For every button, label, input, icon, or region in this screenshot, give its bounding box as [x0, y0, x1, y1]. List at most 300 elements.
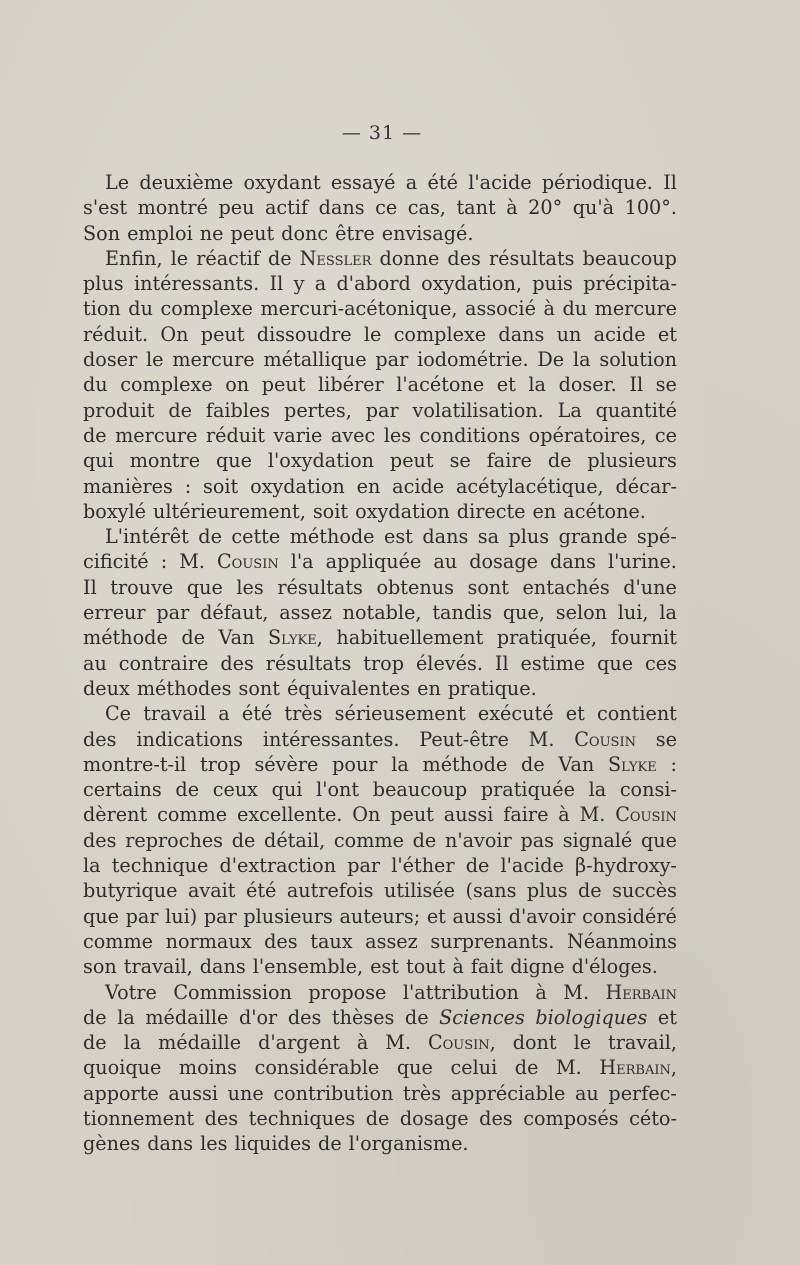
word: Cousin, [427, 1031, 496, 1055]
word: oxydation [250, 474, 345, 498]
word: être [335, 221, 375, 245]
word: des [204, 1106, 239, 1130]
word: par [203, 904, 237, 928]
word: entachés [522, 575, 610, 599]
word: Il [494, 651, 509, 675]
word: été [427, 171, 458, 194]
text-line [83, 904, 677, 929]
word: selon [555, 601, 608, 625]
word: Van [218, 626, 255, 650]
word: Néanmoins [566, 929, 677, 953]
word: cas, [407, 196, 446, 220]
text-line [83, 524, 677, 549]
word: moins [178, 1056, 238, 1080]
word: du [128, 297, 153, 321]
word: a [405, 171, 418, 194]
word: à [452, 955, 464, 979]
word: sont [238, 676, 280, 700]
word: aussi [452, 904, 503, 928]
word: oxydant [243, 171, 321, 194]
word: avec [330, 423, 376, 447]
word: à [558, 803, 570, 827]
word: fait [470, 955, 504, 979]
word: ne [199, 221, 224, 245]
word: que [640, 828, 677, 852]
word: de [83, 1005, 107, 1029]
text-line [83, 296, 677, 321]
paragraph [83, 524, 677, 701]
word: l'attribution [402, 980, 519, 1004]
word: d'extraction [219, 854, 337, 878]
word: soit [202, 474, 239, 498]
word: a [218, 702, 230, 726]
word: libérer [318, 373, 384, 397]
word: acide [593, 322, 646, 346]
word: que [396, 1056, 433, 1080]
text-line [83, 347, 677, 372]
word: médaille [158, 1031, 242, 1055]
word: la [391, 752, 409, 776]
text-line [83, 878, 677, 903]
word: détail, [264, 828, 326, 852]
word: et [426, 904, 446, 928]
word: de [412, 828, 437, 852]
text-line [83, 828, 677, 853]
word: contribution [273, 1081, 394, 1105]
word: résultats [277, 575, 363, 599]
word: de [83, 423, 107, 447]
word: beaucoup [372, 778, 468, 802]
word: faire [503, 803, 549, 827]
text-line [83, 1030, 677, 1055]
word: de [578, 879, 602, 903]
word: Il [269, 272, 284, 296]
word: composés [523, 1106, 619, 1130]
word: appliquée [325, 550, 422, 574]
text-line [83, 499, 677, 524]
word: fournit [610, 626, 677, 650]
word: très [403, 1081, 442, 1105]
word: ce [375, 196, 398, 220]
word: réactif [196, 246, 260, 270]
word: comme [333, 828, 404, 852]
word: travail, [123, 955, 193, 979]
word: Nessler [299, 246, 372, 270]
word: beaucoup [582, 246, 677, 270]
word: la [83, 854, 101, 878]
word: pratiquée [480, 778, 575, 802]
word: gènes [83, 1132, 141, 1156]
word: et [496, 373, 516, 397]
word: de [83, 1031, 107, 1055]
word: ce [654, 423, 677, 447]
word: Peut-être [419, 727, 509, 751]
word: dosage [469, 550, 538, 574]
word: produit [83, 398, 155, 422]
word: actif [264, 196, 309, 220]
word: l'acide [468, 171, 532, 194]
text-line [83, 600, 677, 625]
word: autrefois [286, 879, 374, 903]
word: plusieurs [587, 449, 677, 473]
word: céto- [629, 1106, 677, 1130]
word: à [356, 1031, 369, 1055]
word: ces [645, 651, 677, 675]
text-line [83, 549, 677, 574]
word: de [318, 1132, 342, 1156]
word: doser. [558, 373, 617, 397]
word: volatilisation. [412, 398, 544, 422]
word: qui [83, 449, 114, 473]
word: oxydation, [421, 272, 522, 296]
word: de [547, 449, 572, 473]
word: considérable [254, 1056, 380, 1080]
word: les [383, 423, 412, 447]
word: s'est [83, 196, 128, 220]
word: en [532, 499, 557, 523]
word: l'a [290, 550, 314, 574]
word: Van [558, 752, 595, 776]
word: que [215, 449, 252, 473]
word: y [293, 272, 305, 296]
word: trop [200, 752, 241, 776]
word: sa [477, 525, 500, 549]
word: β-hydroxy- [574, 854, 677, 878]
word: Commission [173, 980, 292, 1004]
word: dans [422, 525, 469, 549]
word: peut [261, 373, 306, 397]
word: de [514, 1056, 539, 1080]
text-line [83, 929, 677, 954]
word: Il [663, 171, 677, 194]
word: contraire [118, 651, 209, 675]
word: le [170, 246, 189, 270]
word: l'oxydation [267, 449, 374, 473]
word: dèrent [83, 803, 148, 827]
word: l'acide [500, 854, 564, 878]
word: l'organisme. [348, 1132, 469, 1156]
word: intéressants. [133, 272, 260, 296]
word: dans [318, 196, 365, 220]
word: a [314, 272, 327, 296]
text-line [83, 398, 677, 423]
word: emploi [127, 221, 193, 245]
text-line [83, 802, 677, 827]
word: très [284, 702, 323, 726]
paragraph [83, 980, 677, 1157]
text-line [83, 195, 677, 220]
text-line [83, 221, 677, 246]
word: associé [465, 297, 536, 321]
word: directe [456, 499, 526, 523]
text-line [83, 954, 677, 979]
word: Il [83, 575, 97, 599]
word: réduit. [83, 322, 149, 346]
word: se [449, 449, 471, 473]
word: les [200, 1132, 228, 1156]
word: été [245, 879, 277, 903]
word: médaille [145, 1005, 229, 1029]
word: au [574, 1081, 599, 1105]
word: peu [218, 196, 255, 220]
word: M. [563, 980, 590, 1004]
word: deux [83, 676, 130, 700]
word: à [535, 980, 547, 1004]
word: de [365, 1106, 390, 1130]
text-line [83, 625, 677, 650]
word: la [659, 601, 677, 625]
paragraph [83, 701, 677, 979]
word: son [83, 955, 117, 979]
word: tionnement [83, 1106, 195, 1130]
word: : [160, 550, 168, 574]
word: de [175, 778, 200, 802]
word: Le [105, 171, 130, 194]
text-line [83, 423, 677, 448]
word: complexe [393, 322, 487, 346]
word: notable, [342, 601, 422, 625]
word: signalé [562, 828, 633, 852]
word: assez [365, 929, 418, 953]
word: celui [450, 1056, 498, 1080]
word: du [562, 297, 588, 321]
word: cificité [83, 550, 149, 574]
word: butyrique [83, 879, 178, 903]
word: la [123, 1031, 142, 1055]
word: Cousin [615, 803, 677, 827]
text-line [83, 372, 677, 397]
word: et [565, 702, 585, 726]
word: pratiquée, [496, 626, 598, 650]
word: acétone. [563, 499, 646, 523]
word: méthode [289, 525, 375, 549]
word: M. [556, 1056, 582, 1080]
word: pas [520, 828, 555, 852]
word: l'ensemble, [252, 955, 364, 979]
word: L'intérêt [105, 525, 189, 549]
word: taux [310, 929, 353, 953]
word: en [417, 676, 441, 700]
word: iodométrie. [417, 348, 529, 372]
word: certains [83, 778, 162, 802]
word: tant [456, 196, 496, 220]
word: montré [137, 196, 208, 220]
word: faire [486, 449, 532, 473]
word: sévère [254, 752, 319, 776]
word: par [365, 398, 399, 422]
word: un [556, 322, 582, 346]
word: la [117, 1005, 135, 1029]
text-line [83, 727, 677, 752]
text-line [83, 676, 677, 701]
word: : [184, 474, 192, 498]
word: mercuri-acétonique, [260, 297, 458, 321]
word: comme [83, 929, 154, 953]
word: à [506, 196, 518, 220]
text-line [83, 271, 677, 296]
word: peut [389, 449, 434, 473]
word: du [83, 373, 108, 397]
word: Cousin [217, 550, 279, 574]
word: d'une [623, 575, 677, 599]
word: d'avoir [508, 904, 576, 928]
word: Slyke, [268, 626, 323, 650]
word: erreur [83, 601, 146, 625]
word: se [655, 373, 677, 397]
word: qui [271, 778, 303, 802]
word: donne [379, 246, 440, 270]
word: acétylacétique, [455, 474, 604, 498]
word: on [225, 373, 250, 397]
word: précipita- [583, 272, 677, 296]
word: Il [629, 373, 644, 397]
word: par [375, 348, 409, 372]
word: solution [599, 348, 677, 372]
word: une [227, 1081, 264, 1105]
word: apporte [83, 1081, 159, 1105]
word: Herbain [605, 980, 677, 1004]
word: résultats [265, 651, 352, 675]
word: assez [279, 601, 332, 625]
word: que [597, 651, 634, 675]
word: défaut, [200, 601, 269, 625]
text-line [83, 448, 677, 473]
word: des [287, 1005, 322, 1029]
word: comme [157, 803, 228, 827]
word: cette [231, 525, 281, 549]
word: utilisée [383, 879, 456, 903]
word: varie [273, 423, 323, 447]
word: méthode [83, 626, 168, 650]
word: La [557, 398, 582, 422]
word: au [433, 550, 458, 574]
word: excellente. [236, 803, 343, 827]
word: obtenus [376, 575, 454, 599]
word: peut [390, 803, 434, 827]
word: faibles [205, 398, 271, 422]
word: manières [83, 474, 173, 498]
word: doser [83, 348, 138, 372]
word: M. [385, 1031, 412, 1055]
word: travail [143, 702, 207, 726]
word: perfec- [608, 1081, 677, 1105]
word: mercure [172, 348, 255, 372]
word: l'acétone [396, 373, 485, 397]
word: thèses [331, 1005, 395, 1029]
word: d'argent [258, 1031, 340, 1055]
word: M. [528, 727, 555, 751]
word: 20° [528, 196, 563, 220]
word: envisagé. [381, 221, 474, 245]
word: et [657, 322, 677, 346]
word: de [168, 398, 192, 422]
word: peut [200, 322, 245, 346]
word: aussi [443, 803, 494, 827]
word: M. [579, 803, 606, 827]
word: On [352, 803, 381, 827]
word: métallique [263, 348, 367, 372]
page-number: — 31 — [341, 122, 423, 144]
word: complexe [120, 373, 213, 397]
word: de [404, 1005, 429, 1029]
word: boxylé [83, 499, 146, 523]
word: et [657, 1005, 677, 1029]
word: pour [332, 752, 378, 776]
word: de [181, 626, 205, 650]
word: réduit [205, 423, 265, 447]
word: habituellement [336, 626, 484, 650]
word: les [236, 575, 264, 599]
word: De [537, 348, 565, 372]
text-line [83, 1081, 677, 1106]
word: d'abord [336, 272, 411, 296]
word: spé- [636, 525, 677, 549]
word: techniques [248, 1106, 356, 1130]
word: lui) [165, 904, 198, 928]
word: de [465, 854, 490, 878]
word: résultats [488, 246, 575, 270]
word: plusieurs [243, 904, 333, 928]
word: sérieusement [334, 702, 466, 726]
text-line [83, 980, 677, 1005]
word: tion [83, 297, 121, 321]
word: dans [147, 1132, 194, 1156]
text-line [83, 1131, 677, 1156]
word: surprenants. [430, 929, 555, 953]
word: méthode [422, 752, 508, 776]
word: consi- [619, 778, 677, 802]
word: qu'à [572, 196, 615, 220]
word: des [264, 929, 298, 953]
word: plus [83, 272, 124, 296]
word: quantité [595, 398, 677, 422]
word: le [573, 1031, 592, 1055]
word: acide [392, 474, 445, 498]
word: élevés. [415, 651, 483, 675]
word: conditions [419, 423, 521, 447]
word: soit [312, 499, 349, 523]
word: M. [179, 550, 205, 574]
word: de [231, 828, 256, 852]
word: liquides [234, 1132, 312, 1156]
word: intéressantes. [262, 727, 400, 751]
word: reproches [125, 828, 224, 852]
word: : [670, 752, 677, 776]
word: se [655, 727, 677, 751]
word: que [83, 904, 119, 928]
word: été [241, 702, 273, 726]
word: l'ont [316, 778, 360, 802]
word: de [198, 525, 222, 549]
text-line [83, 575, 677, 600]
word: propose [308, 980, 387, 1004]
word: Enfin, [105, 246, 163, 270]
word: On [160, 322, 189, 346]
word: dissoudre [256, 322, 352, 346]
word: à [543, 297, 555, 321]
word: montre [129, 449, 201, 473]
word: quoique [83, 1056, 162, 1080]
text-line [83, 474, 677, 499]
word: trop [363, 651, 405, 675]
word: Son [83, 221, 121, 245]
word: indications [136, 727, 244, 751]
word: périodique. [541, 171, 653, 194]
word: en [356, 474, 381, 498]
word: la [572, 348, 591, 372]
word: dans [498, 322, 545, 346]
text-line [83, 1055, 677, 1080]
